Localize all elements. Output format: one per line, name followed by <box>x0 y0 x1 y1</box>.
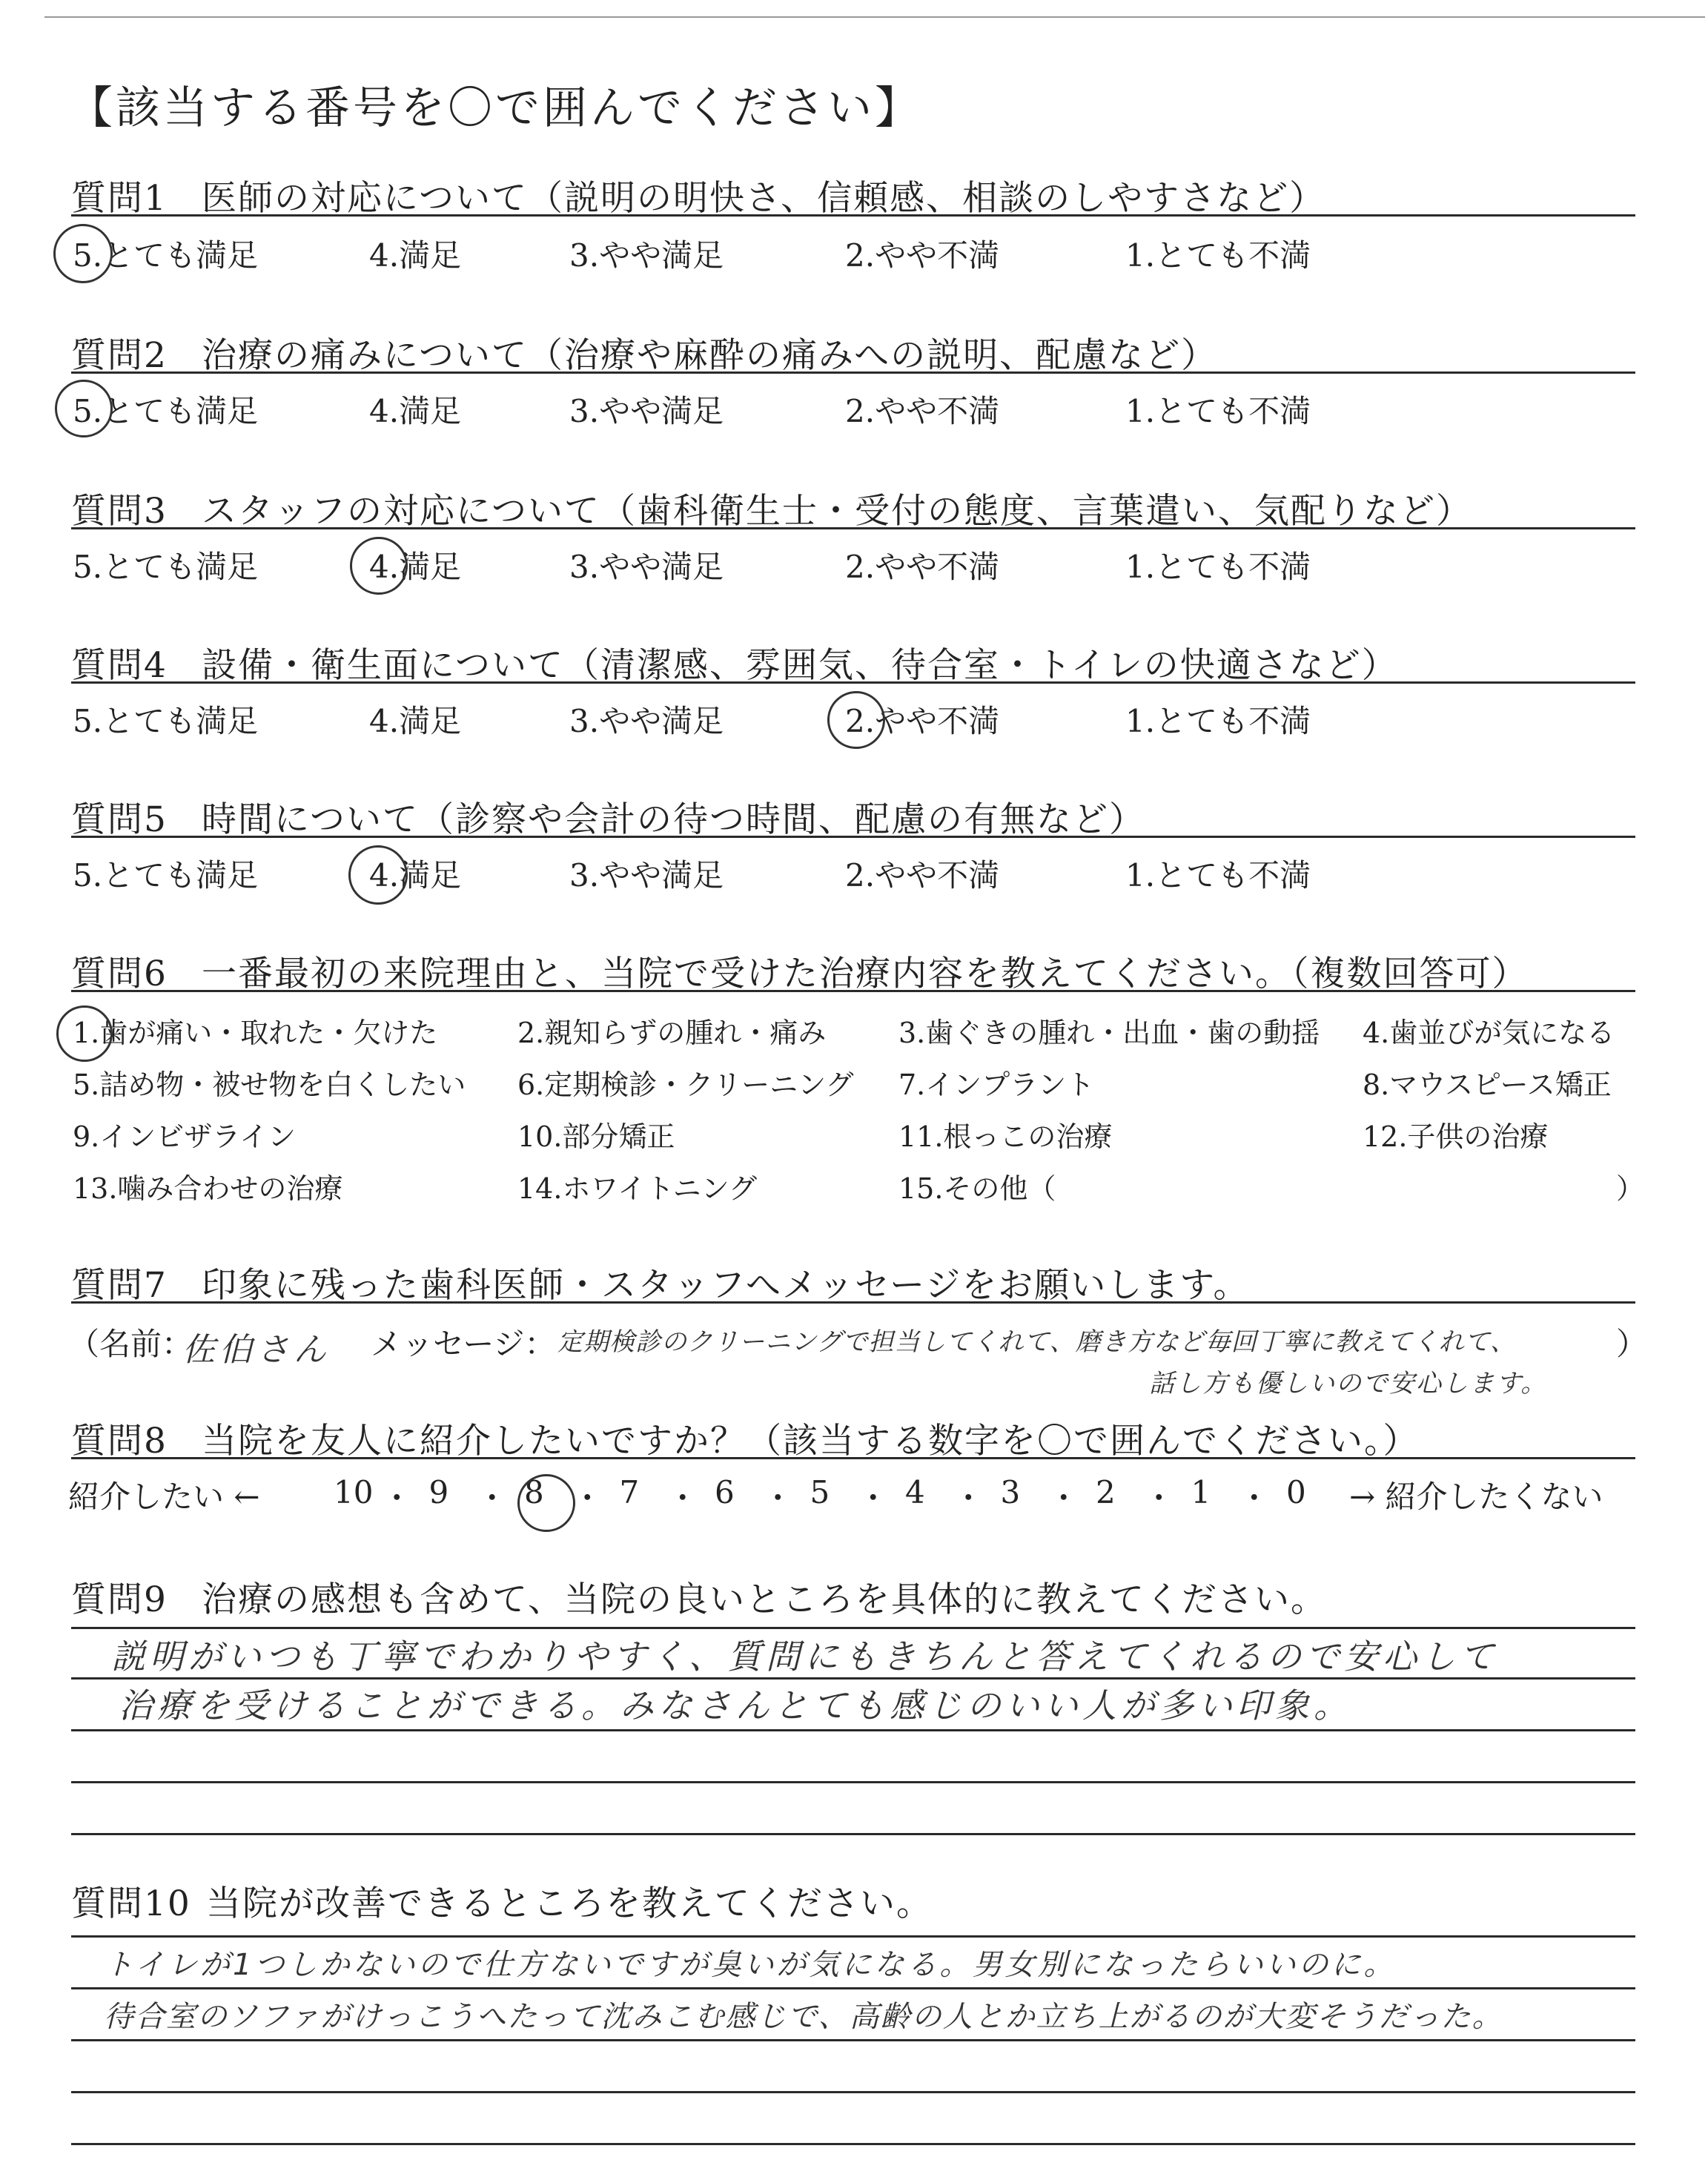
q2-selected-circle <box>55 380 113 437</box>
q7-message-line-1[interactable]: 定期検診のクリーニングで担当してくれて、磨き方など毎回丁寧に教えてくれて、 <box>557 1327 1516 1357</box>
q8-number-9[interactable]: 9 <box>428 1474 449 1510</box>
q4-text: 設備・衛生面について（清潔感、雰囲気、待合室・トイレの快適さなど） <box>202 645 1398 686</box>
q10-line-5 <box>71 2143 1635 2145</box>
q8-number-8[interactable]: 8 <box>524 1474 544 1510</box>
q5-option-5[interactable]: 5.とても満足 <box>73 857 259 894</box>
q6-text: 一番最初の来院理由と、当院で受けた治療内容を教えてください。（複数回答可） <box>202 954 1529 994</box>
q10-line-1 <box>71 1935 1635 1938</box>
q8-selected-circle <box>517 1474 575 1532</box>
q8-number-0[interactable]: 0 <box>1286 1474 1306 1510</box>
q9-line-1 <box>71 1627 1635 1629</box>
q1-label: 質問1 <box>71 178 168 219</box>
q6-option-15[interactable]: 15.その他（ <box>898 1172 1056 1205</box>
q4-option-1[interactable]: 1.とても不満 <box>1125 703 1311 739</box>
q7-close-paren: ） <box>1616 1326 1648 1362</box>
q6-option-4[interactable]: 4.歯並びが気になる <box>1363 1017 1615 1049</box>
q6-option-5[interactable]: 5.詰め物・被せ物を白くしたい <box>73 1069 466 1101</box>
q9-answer-line-2[interactable]: 治療を受けることができる。みなさんとても感じのいい人が多い印象。 <box>119 1685 1352 1725</box>
q4-option-3[interactable]: 3.やや満足 <box>569 703 724 739</box>
q7-name-value[interactable]: 佐伯さん <box>182 1331 331 1369</box>
q8-number-1[interactable]: 1 <box>1191 1474 1211 1510</box>
q8-separator-dot: ・ <box>1238 1480 1270 1516</box>
q3-option-2[interactable]: 2.やや不満 <box>845 549 1000 585</box>
q8-separator-dot: ・ <box>666 1480 698 1516</box>
q2-option-2[interactable]: 2.やや不満 <box>845 393 1000 429</box>
q4-option-2[interactable]: 2.やや不満 <box>845 703 1000 739</box>
q8-separator-dot: ・ <box>572 1480 603 1516</box>
q4-option-5[interactable]: 5.とても満足 <box>73 703 259 739</box>
q9-answer-line-1[interactable]: 説明がいつも丁寧でわかりやすく、質問にもきちんと答えてくれるので安心して <box>111 1636 1499 1677</box>
q8-separator-dot: ・ <box>762 1480 794 1516</box>
q6-option-11[interactable]: 11.根っこの治療 <box>898 1120 1113 1153</box>
q4-option-4[interactable]: 4.満足 <box>369 703 462 739</box>
q1-option-1[interactable]: 1.とても不満 <box>1125 237 1311 274</box>
q3-option-1[interactable]: 1.とても不満 <box>1125 549 1311 585</box>
q6-option-6[interactable]: 6.定期検診・クリーニング <box>517 1069 854 1101</box>
q6-option-13[interactable]: 13.噛み合わせの治療 <box>73 1172 343 1205</box>
q2-option-4[interactable]: 4.満足 <box>369 393 462 429</box>
q2-label: 質問2 <box>71 335 168 376</box>
q9-line-4 <box>71 1781 1635 1783</box>
q6-option-14[interactable]: 14.ホワイトニング <box>517 1172 758 1205</box>
q6-option-2[interactable]: 2.親知らずの腫れ・痛み <box>517 1017 827 1049</box>
q4-selected-circle <box>827 691 885 749</box>
q6-label: 質問6 <box>71 954 168 994</box>
q1-option-2[interactable]: 2.やや不満 <box>845 237 1000 274</box>
q8-left-label: 紹介したい ← <box>68 1479 260 1515</box>
q3-selected-circle <box>350 537 408 595</box>
q1-selected-circle <box>53 224 113 283</box>
q10-text: 当院が改善できるところを教えてください。 <box>206 1883 933 1924</box>
q5-option-2[interactable]: 2.やや不満 <box>845 857 1000 894</box>
q8-number-10[interactable]: 10 <box>334 1474 374 1510</box>
q8-text: 当院を友人に紹介したいですか？（該当する数字を〇で囲んでください。） <box>202 1421 1420 1462</box>
q6-option-7[interactable]: 7.インプラント <box>898 1069 1095 1101</box>
q1-option-5[interactable]: 5.とても満足 <box>73 237 259 274</box>
q6-other-close-paren: ） <box>1616 1172 1645 1205</box>
q8-number-4[interactable]: 4 <box>905 1474 925 1510</box>
q9-line-5 <box>71 1833 1635 1835</box>
q8-separator-dot: ・ <box>381 1480 413 1516</box>
q1-text: 医師の対応について（説明の明快さ、信頼感、相談のしやすさなど） <box>202 178 1326 219</box>
q10-line-2 <box>71 1987 1635 1989</box>
q5-option-1[interactable]: 1.とても不満 <box>1125 857 1311 894</box>
q2-option-3[interactable]: 3.やや満足 <box>569 393 724 429</box>
q8-number-7[interactable]: 7 <box>619 1474 640 1510</box>
q3-label: 質問3 <box>71 491 168 532</box>
q3-option-4[interactable]: 4.満足 <box>369 549 462 585</box>
q8-separator-dot: ・ <box>1047 1480 1079 1516</box>
q7-label: 質問7 <box>71 1265 168 1306</box>
q8-number-3[interactable]: 3 <box>1000 1474 1021 1510</box>
q5-selected-circle <box>348 845 408 905</box>
q5-rule <box>71 836 1635 838</box>
q2-option-5[interactable]: 5.とても満足 <box>73 393 259 429</box>
q8-separator-dot: ・ <box>476 1480 508 1516</box>
q7-message-label: メッセージ： <box>371 1326 556 1362</box>
q8-right-label: → 紹介したくない <box>1349 1479 1603 1515</box>
q6-option-1[interactable]: 1.歯が痛い・取れた・欠けた <box>73 1017 438 1049</box>
q4-label: 質問4 <box>71 645 168 686</box>
q10-answer-line-2[interactable]: 待合室のソファがけっこうへたって沈みこむ感じで、高齢の人とか立ち上がるのが大変そうだった。 <box>104 2000 1503 2034</box>
q8-separator-dot: ・ <box>857 1480 889 1516</box>
q8-rule <box>71 1457 1635 1459</box>
q6-option-8[interactable]: 8.マウスピース矯正 <box>1363 1069 1612 1101</box>
q10-line-3 <box>71 2039 1635 2041</box>
q10-line-4 <box>71 2091 1635 2093</box>
q8-label: 質問8 <box>71 1421 168 1462</box>
q5-label: 質問5 <box>71 799 168 840</box>
q10-answer-line-1[interactable]: トイレが1つしかないので仕方ないですが臭いが気になる。男女別になったらいいのに。 <box>104 1948 1397 1982</box>
page-title: 【該当する番号を〇で囲んでください】 <box>68 82 922 134</box>
q8-separator-dot: ・ <box>953 1480 984 1516</box>
q8-number-2[interactable]: 2 <box>1096 1474 1116 1510</box>
q6-option-10[interactable]: 10.部分矯正 <box>517 1120 675 1153</box>
q1-rule <box>71 214 1635 217</box>
q2-rule <box>71 371 1635 374</box>
top-edge <box>44 16 1705 18</box>
q4-rule <box>71 681 1635 684</box>
q1-option-4[interactable]: 4.満足 <box>369 237 462 274</box>
q1-option-3[interactable]: 3.やや満足 <box>569 237 724 274</box>
q2-text: 治療の痛みについて（治療や麻酔の痛みへの説明、配慮など） <box>202 335 1218 376</box>
q7-message-line-2[interactable]: 話し方も優しいので安心します。 <box>1149 1369 1548 1398</box>
q6-option-12[interactable]: 12.子供の治療 <box>1363 1120 1549 1153</box>
q6-selected-circle <box>56 1005 113 1062</box>
q10-label: 質問10 <box>71 1883 191 1924</box>
q8-number-6[interactable]: 6 <box>715 1474 735 1510</box>
q6-rule <box>71 990 1635 992</box>
q3-option-3[interactable]: 3.やや満足 <box>569 549 724 585</box>
q7-rule <box>71 1301 1635 1304</box>
q2-option-1[interactable]: 1.とても不満 <box>1125 393 1311 429</box>
q3-text: スタッフの対応について（歯科衛生士・受付の態度、言葉遣い、気配りなど） <box>202 491 1473 532</box>
q9-label: 質問9 <box>71 1579 168 1620</box>
q5-option-4[interactable]: 4.満足 <box>369 857 462 894</box>
q8-separator-dot: ・ <box>1143 1480 1175 1516</box>
q5-option-3[interactable]: 3.やや満足 <box>569 857 724 894</box>
q6-option-3[interactable]: 3.歯ぐきの腫れ・出血・歯の動揺 <box>898 1017 1320 1049</box>
q6-option-9[interactable]: 9.インビザライン <box>73 1120 297 1153</box>
q8-number-5[interactable]: 5 <box>810 1474 830 1510</box>
q9-line-3 <box>71 1729 1635 1731</box>
q7-name-label: （名前： <box>68 1326 193 1362</box>
q3-rule <box>71 527 1635 529</box>
q9-text: 治療の感想も含めて、当院の良いところを具体的に教えてください。 <box>202 1579 1328 1620</box>
q7-text: 印象に残った歯科医師・スタッフへメッセージをお願いします。 <box>202 1265 1250 1306</box>
q3-option-5[interactable]: 5.とても満足 <box>73 549 259 585</box>
q5-text: 時間について（診察や会計の待つ時間、配慮の有無など） <box>202 799 1146 840</box>
